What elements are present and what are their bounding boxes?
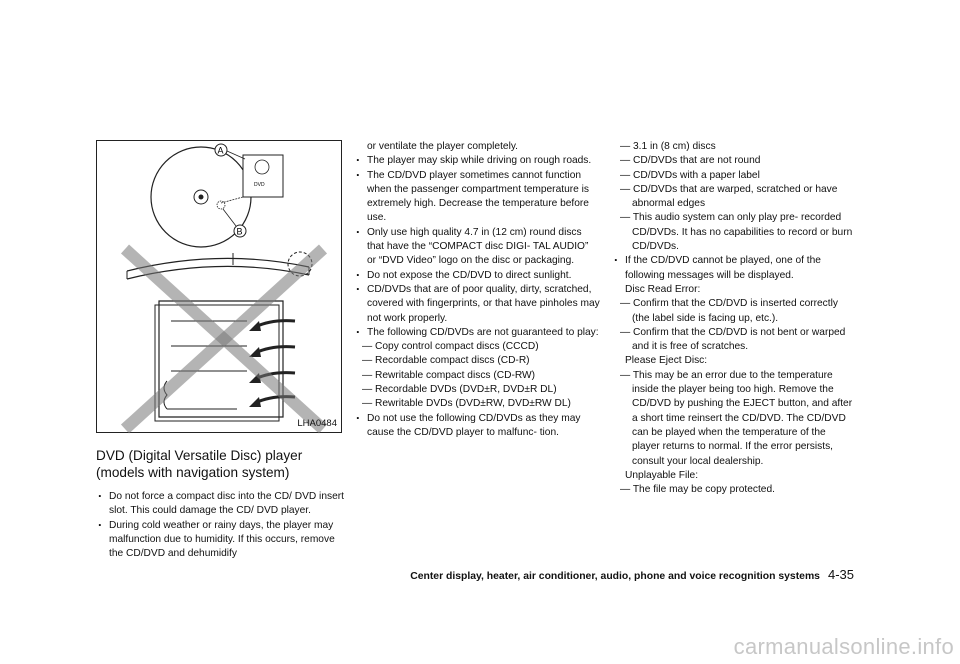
dash-item: — Confirm that the CD/DVD is inserted correctly (the label side is facing up, etc.).	[620, 298, 838, 324]
column-2	[354, 140, 600, 440]
bullet-item: . CD/DVDs that are of poor quality, dirty, scratched, covered with fingerprints, or that have pinholes may not work properly.	[354, 283, 600, 326]
heading-line-1: DVD (Digital Versatile Disc) player	[96, 448, 303, 463]
bullet-item: . The player may skip while driving on rough roads.	[354, 154, 600, 168]
dash-item: — Rewritable compact discs (CD-RW)	[362, 369, 536, 381]
page-number: 4-35	[827, 567, 854, 582]
figure-code: LHA0484	[297, 418, 337, 429]
column-3	[612, 140, 856, 497]
paragraph: Please Eject Disc:	[625, 355, 708, 367]
dash-item: — CD/DVDs that are warped, scratched or have abnormal edges	[620, 183, 838, 210]
bullet-item: . Only use high quality 4.7 in (12 cm) round discs that have the “COMPACT disc DIGI- TAL AUDIO” or “DVD Video” logo on the disc or packaging.	[354, 226, 600, 269]
dash-item: — Rewritable DVDs (DVD±RW, DVD±RW DL)	[362, 398, 571, 410]
dash-item: — 3.1 in (8 cm) discs	[620, 141, 716, 152]
column-1	[96, 490, 344, 561]
bullet-item: . Do not use the following CD/DVDs as they may cause the CD/DVD player to malfunc- tion.	[354, 412, 600, 441]
section-heading	[96, 447, 346, 481]
bullet-item: . If the CD/DVD cannot be played, one of the following messages will be displayed.	[612, 254, 856, 283]
dash-item: — This may be an error due to the temperature inside the player being too high. Remove the CD/DVD by pushing the EJECT button, and after a short time reinsert the CD/DVD. The CD/DVD can be played when the temperature of the player returns to normal. If the error persists, consult your local dealership.	[620, 369, 853, 467]
dash-item: — Confirm that the CD/DVD is not bent or warped and it is free of scratches.	[620, 326, 846, 353]
paragraph: Disc Read Error:	[625, 283, 701, 295]
dash-item: — Copy control compact discs (CCCD)	[362, 341, 539, 353]
dash-item: — CD/DVDs with a paper label	[620, 169, 760, 181]
footer-title: Center display, heater, air conditioner, audio, phone and voice recognition systems	[410, 571, 820, 582]
callout-b: B	[236, 226, 243, 237]
bullet-item: . Do not force a compact disc into the CD/ DVD insert slot. This could damage the CD/ DVD player.	[96, 490, 344, 519]
disc-diagram	[97, 141, 343, 434]
bullet-item: . The following CD/DVDs are not guaranteed to play:	[354, 326, 600, 340]
paragraph: Unplayable File:	[625, 469, 699, 481]
paragraph: or ventilate the player completely.	[367, 141, 519, 152]
dash-item: — Recordable DVDs (DVD±R, DVD±R DL)	[362, 384, 557, 396]
disc-illustration	[96, 140, 342, 433]
page-footer	[384, 567, 854, 582]
dash-item: — The file may be copy protected.	[620, 484, 775, 496]
bullet-item: . Do not expose the CD/DVD to direct sunlight.	[354, 269, 600, 283]
bullet-item: . The CD/DVD player sometimes cannot function when the passenger compartment temperature is extremely high. Decrease the temperature before use.	[354, 169, 600, 226]
callout-a: A	[217, 145, 224, 156]
dash-item: — CD/DVDs that are not round	[620, 155, 761, 167]
heading-line-2: (models with navigation system)	[96, 465, 290, 480]
disc-logo-text: DVD	[254, 182, 265, 188]
dash-item: — This audio system can only play pre- recorded CD/DVDs. It has no capabilities to record or burn CD/DVDs.	[620, 212, 853, 253]
bullet-item: . During cold weather or rainy days, the player may malfunction due to humidity. If this occurs, remove the CD/DVD and dehumidify	[96, 519, 344, 562]
watermark: carmanualsonline.info	[733, 634, 954, 659]
dash-item: — Recordable compact discs (CD-R)	[362, 355, 530, 367]
